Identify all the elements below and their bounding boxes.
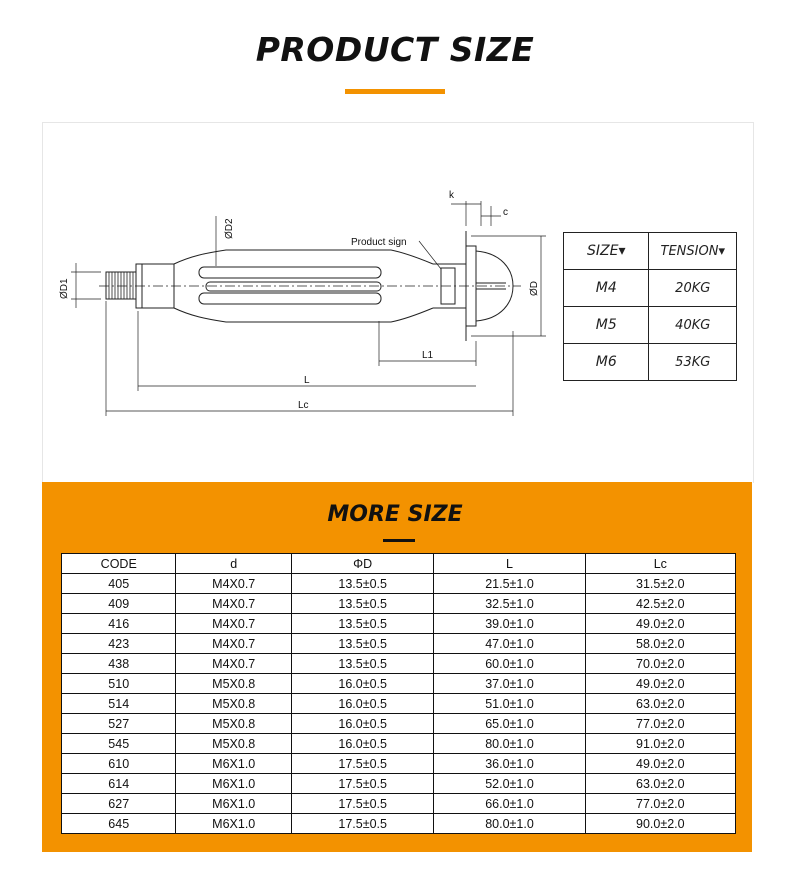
tension-table (563, 232, 737, 381)
table-row (62, 794, 736, 814)
cell-code: 627 (62, 794, 176, 814)
cell-phid: 17.5±0.5 (291, 774, 433, 794)
header-size: SIZE▾ (564, 233, 649, 270)
tension-cell: 53KG (649, 344, 737, 381)
cell-d: M6X1.0 (176, 774, 292, 794)
cell-code: 614 (62, 774, 176, 794)
col-l: L (434, 554, 585, 574)
table-row (62, 594, 736, 614)
cell-l: 37.0±1.0 (434, 674, 585, 694)
label-d1: ØD1 (59, 278, 70, 299)
cell-phid: 17.5±0.5 (291, 794, 433, 814)
table-row (62, 694, 736, 714)
table-row (62, 674, 736, 694)
label-k: k (449, 190, 454, 201)
cell-l: 66.0±1.0 (434, 794, 585, 814)
diagram-panel (42, 122, 754, 483)
cell-phid: 13.5±0.5 (291, 614, 433, 634)
cell-code: 416 (62, 614, 176, 634)
cell-l: 80.0±1.0 (434, 734, 585, 754)
page-title: PRODUCT SIZE (255, 30, 535, 69)
table-row (62, 734, 736, 754)
label-d: ØD (529, 281, 540, 296)
cell-lc: 49.0±2.0 (585, 674, 735, 694)
size-cell: M4 (564, 270, 649, 307)
cell-code: 423 (62, 634, 176, 654)
cell-l: 47.0±1.0 (434, 634, 585, 654)
cell-d: M6X1.0 (176, 794, 292, 814)
cell-code: 645 (62, 814, 176, 834)
slot-lower (199, 293, 381, 304)
cell-code: 514 (62, 694, 176, 714)
table-row (62, 634, 736, 654)
table-row (62, 814, 736, 834)
cell-phid: 16.0±0.5 (291, 714, 433, 734)
cell-code: 510 (62, 674, 176, 694)
cell-d: M4X0.7 (176, 614, 292, 634)
slot-middle (206, 282, 381, 291)
cell-phid: 13.5±0.5 (291, 634, 433, 654)
cell-lc: 90.0±2.0 (585, 814, 735, 834)
tension-row (564, 307, 737, 344)
cell-l: 52.0±1.0 (434, 774, 585, 794)
col-code: CODE (62, 554, 176, 574)
cell-l: 65.0±1.0 (434, 714, 585, 734)
cell-code: 527 (62, 714, 176, 734)
col-lc: Lc (585, 554, 735, 574)
cell-phid: 13.5±0.5 (291, 594, 433, 614)
size-table-body (62, 574, 736, 834)
cell-lc: 42.5±2.0 (585, 594, 735, 614)
tension-cell: 20KG (649, 270, 737, 307)
cell-lc: 63.0±2.0 (585, 774, 735, 794)
cell-l: 39.0±1.0 (434, 614, 585, 634)
more-size-underline (383, 539, 415, 542)
header-tension: TENSION▾ (649, 233, 737, 270)
size-table (61, 553, 736, 834)
col-phid: ΦD (291, 554, 433, 574)
cell-phid: 17.5±0.5 (291, 814, 433, 834)
table-row (62, 574, 736, 594)
cell-code: 409 (62, 594, 176, 614)
cell-code: 438 (62, 654, 176, 674)
tension-row (564, 344, 737, 381)
table-row (62, 754, 736, 774)
cell-phid: 16.0±0.5 (291, 694, 433, 714)
tension-table-header (564, 233, 737, 270)
table-row (62, 654, 736, 674)
tension-row (564, 270, 737, 307)
cell-l: 60.0±1.0 (434, 654, 585, 674)
cell-lc: 58.0±2.0 (585, 634, 735, 654)
cell-d: M5X0.8 (176, 734, 292, 754)
cell-code: 405 (62, 574, 176, 594)
cell-l: 51.0±1.0 (434, 694, 585, 714)
cell-phid: 16.0±0.5 (291, 734, 433, 754)
cell-d: M5X0.8 (176, 714, 292, 734)
table-row (62, 714, 736, 734)
table-row (62, 614, 736, 634)
cell-code: 610 (62, 754, 176, 774)
cell-lc: 49.0±2.0 (585, 614, 735, 634)
cell-lc: 70.0±2.0 (585, 654, 735, 674)
cell-code: 545 (62, 734, 176, 754)
cell-lc: 91.0±2.0 (585, 734, 735, 754)
label-l1: L1 (422, 350, 434, 361)
col-d: d (176, 554, 292, 574)
cell-phid: 16.0±0.5 (291, 674, 433, 694)
slot-upper (199, 267, 381, 278)
cell-lc: 49.0±2.0 (585, 754, 735, 774)
title-underline (345, 89, 445, 94)
label-lc: Lc (298, 400, 309, 411)
cell-d: M4X0.7 (176, 574, 292, 594)
cell-phid: 13.5±0.5 (291, 654, 433, 674)
label-product-sign: Product sign (351, 237, 407, 248)
label-c: c (503, 207, 508, 218)
cell-l: 21.5±1.0 (434, 574, 585, 594)
size-table-header (62, 554, 736, 574)
thread-lines (109, 272, 133, 299)
cell-l: 80.0±1.0 (434, 814, 585, 834)
cell-l: 36.0±1.0 (434, 754, 585, 774)
cell-d: M6X1.0 (176, 754, 292, 774)
label-l: L (304, 375, 310, 386)
cell-d: M4X0.7 (176, 634, 292, 654)
cell-lc: 31.5±2.0 (585, 574, 735, 594)
more-size-title: MORE SIZE (327, 502, 463, 527)
size-cell: M5 (564, 307, 649, 344)
cell-l: 32.5±1.0 (434, 594, 585, 614)
table-row (62, 774, 736, 794)
size-cell: M6 (564, 344, 649, 381)
cell-d: M5X0.8 (176, 674, 292, 694)
cell-phid: 13.5±0.5 (291, 574, 433, 594)
cell-lc: 77.0±2.0 (585, 714, 735, 734)
cell-d: M6X1.0 (176, 814, 292, 834)
label-d2: ØD2 (224, 218, 235, 239)
cell-d: M5X0.8 (176, 694, 292, 714)
cell-d: M4X0.7 (176, 594, 292, 614)
cell-lc: 77.0±2.0 (585, 794, 735, 814)
cell-lc: 63.0±2.0 (585, 694, 735, 714)
tension-cell: 40KG (649, 307, 737, 344)
cell-phid: 17.5±0.5 (291, 754, 433, 774)
cell-d: M4X0.7 (176, 654, 292, 674)
